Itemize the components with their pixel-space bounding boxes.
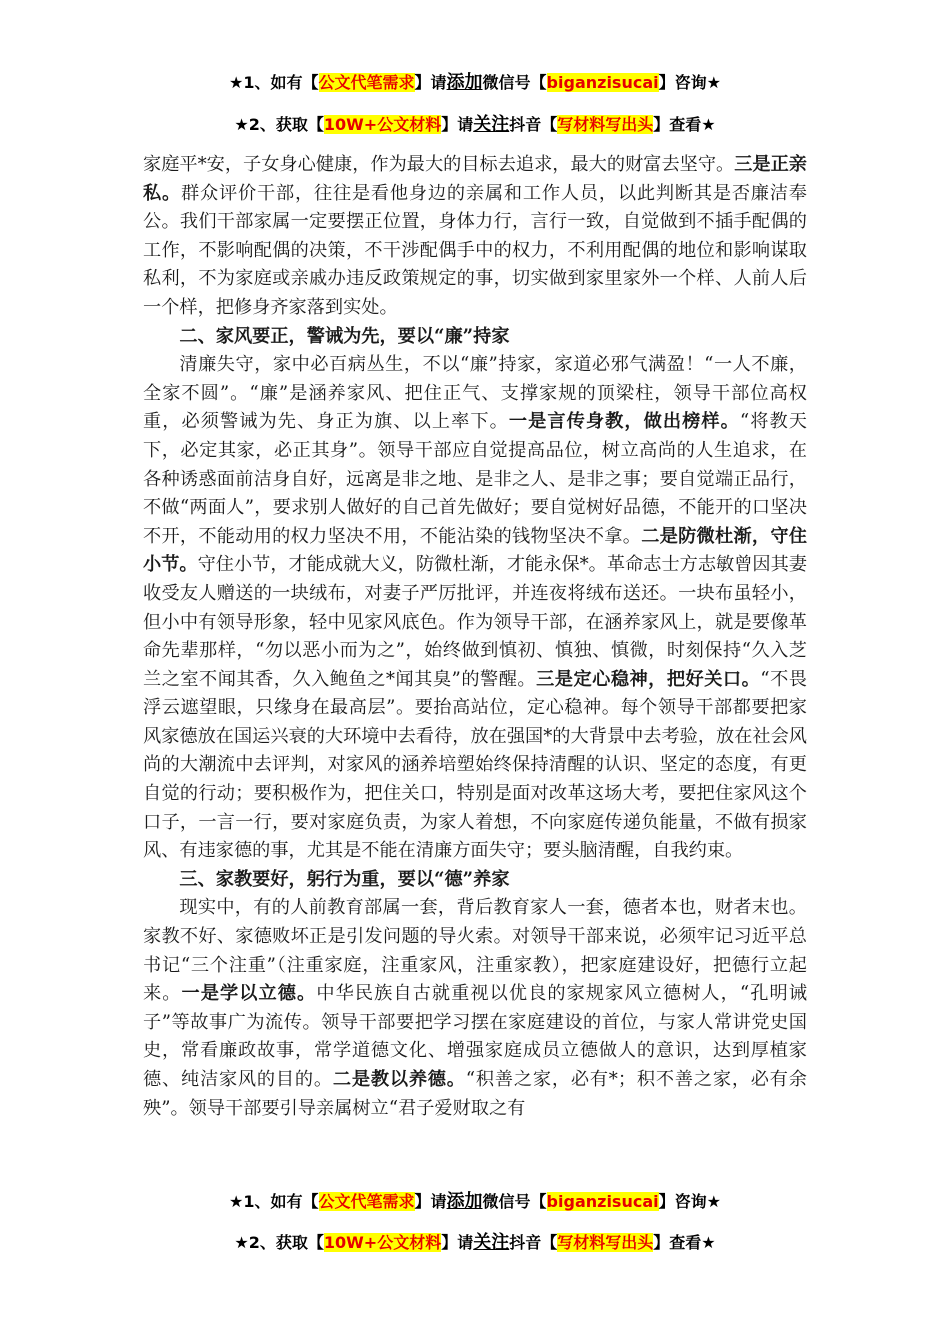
underlined-add: 添加 [446,72,483,93]
banner-text: 】咨询★ [658,73,721,92]
highlight-wechat-id: biganzisucai [546,1192,659,1211]
banner-text: 微信号【 [482,73,547,92]
banner-text: 微信号【 [482,1192,547,1211]
paragraph-1: 家庭平*安，子女身心健康，作为最大的目标去追求，最大的财富去坚守。三是正亲私。群众评价干部，往往是看他身边的亲属和工作人员，以此判断其是否廉洁奉公。我们干部家属一定要摆正位置，身体力行，言行一致，自觉做到不插手配偶的工作，不影响配偶的决策，不干涉配偶手中的权力，不利用配偶的地位和影响谋取私利，不为家庭或亲戚办违反政策规定的事，切实做到家里家外一个样、人前人后一个样，把修身齐家落到实处。 [143,154,807,318]
banner-text: 】咨询★ [658,1192,721,1211]
header-banner-2 [0,110,950,136]
section-heading-2: 二、家风要正，警诫为先，要以“廉”持家 [179,325,510,347]
banner-text: ★2、获取【 [234,1233,324,1252]
highlight-wechat-id: biganzisucai [546,73,659,92]
underlined-add: 添加 [446,1191,483,1212]
banner-text: ★2、获取【 [234,115,324,134]
banner-text: 】查看★ [653,115,716,134]
header-banner-1 [0,68,950,94]
underlined-follow: 关注 [473,114,510,135]
section-heading-3: 三、家教要好，躬行为重，要以“德”养家 [179,868,510,890]
banner-text: 】请 [414,73,447,92]
banner-text: ★1、如有【 [229,73,319,92]
highlight-materials: 10W+公文材料 [323,1233,442,1252]
banner-text: 】请 [414,1192,447,1211]
highlight-materials: 10W+公文材料 [323,115,442,134]
highlight-douyin: 写材料写出头 [557,1233,654,1252]
highlight-service: 公文代笔需求 [318,1192,415,1211]
document-body [143,151,807,1123]
banner-text: 】请 [441,115,474,134]
banner-text: 抖音【 [509,115,558,134]
highlight-douyin: 写材料写出头 [557,115,654,134]
paragraph-2: 清廉失守，家中必百病丛生，不以“廉”持家，家道必邪气满盈！“一人不廉，全家不圆”。“廉”是涵养家风、把住正气、支撑家规的顶梁柱，领导干部位高权重，必须警诫为先、身正为旗、以上率下。一是言传身教，做出榜样。“将教天下，必定其家，必正其身”。领导干部应自觉提高品位，树立高尚的人生追求，在各种诱惑面前洁身自好，远离是非之地、是非之人、是非之事；要自觉端正品行，不做“两面人”，要求别人做好的自己首先做好；要自觉树好品德，不能开的口坚决不开，不能动用的权力坚决不用，不能沾染的钱物坚决不拿。二是防微杜渐，守住小节。守住小节，才能成就大义，防微杜渐，才能永保*。革命志士方志敏曾因其妻收受友人赠送的一块绒布，对妻子严厉批评，并连夜将绒布送还。一块布虽轻小，但小中有领导形象，轻中见家风底色。作为领导干部，在涵养家风上，就是要像革命先辈那样，“勿以恶小而为之”，始终做到慎初、慎独、慎微，时刻保持“久入芝兰之室不闻其香，久入鲍鱼之*闻其臭”的警醒。三是定心稳神，把好关口。“不畏浮云遮望眼，只缘身在最高层”。要抬高站位，定心稳神。每个领导干部都要把家风家德放在国运兴衰的大环境中去看待，放在强国*的大背景中去考验，放在社会风尚的大潮流中去评判，对家风的涵养培塑始终保持清醒的认识、坚定的态度，有更自觉的行动；要积极作为，把住关口，特别是面对改革这场大考，要把住家风这个口子，一言一行，要对家庭负责，为家人着想，不向家庭传递负能量，不做有损家风、有违家德的事，尤其是不能在清廉方面失守；要头脑清醒，自我约束。 [143,354,807,862]
paragraph-3: 现实中，有的人前教育部属一套，背后教育家人一套，德者本也，财者末也。家教不好、家德败坏正是引发问题的导火索。对领导干部来说，必须牢记习近平总书记“三个注重”（注重家庭，注重家风，注重家教），把家庭建设好，把德行立起来。一是学以立德。中华民族自古就重视以优良的家规家风立德树人，“孔明诫子”等故事广为流传。领导干部要把学习摆在家庭建设的首位，与家人常讲党史国史，常看廉政故事，常学道德文化、增强家庭成员立德做人的意识，达到厚植家德、纯洁家风的目的。二是教以养德。“积善之家，必有*；积不善之家，必有余殃”。领导干部要引导亲属树立“君子爱财取之有 [143,897,807,1119]
highlight-service: 公文代笔需求 [318,73,415,92]
footer-banner-2 [0,1228,950,1254]
underlined-follow: 关注 [473,1232,510,1253]
banner-text: 抖音【 [509,1233,558,1252]
banner-text: 】查看★ [653,1233,716,1252]
footer-banner-1 [0,1187,950,1213]
banner-text: 】请 [441,1233,474,1252]
banner-text: ★1、如有【 [229,1192,319,1211]
